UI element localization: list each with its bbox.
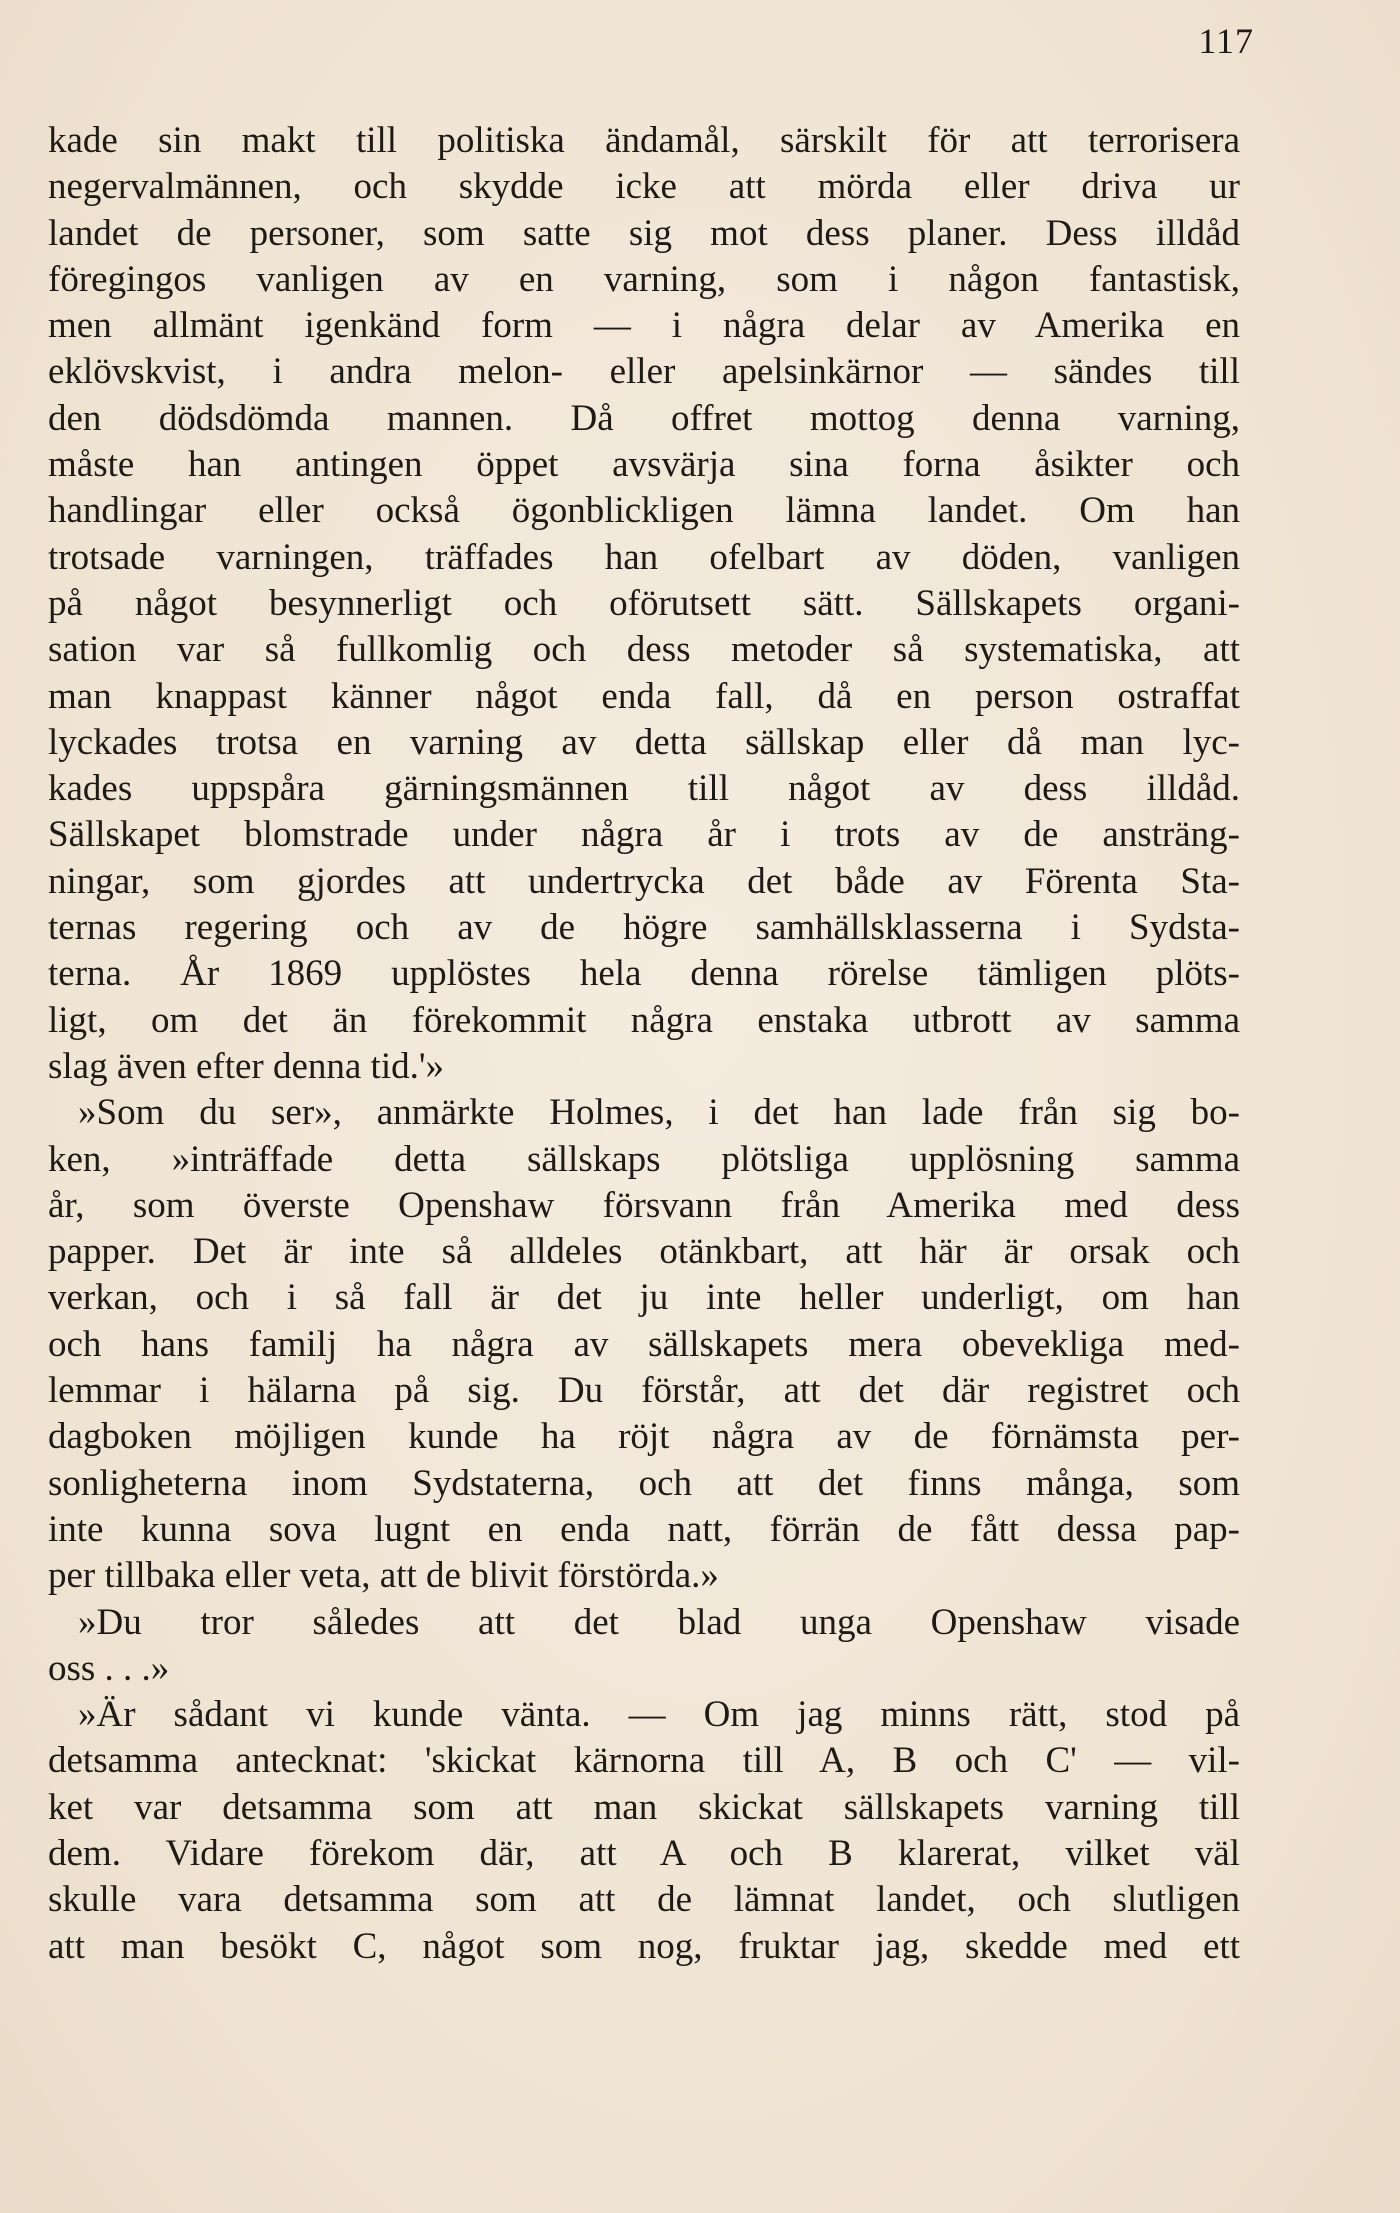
text-line: ligt, om det än förekommit några enstaka utbrott av samma [48,999,1240,1041]
text-line: ternas regering och av de högre samhällsklasserna i Sydsta- [48,907,1240,949]
text-line: eklövskvist, i andra melon- eller apelsinkärnor — sändes till [48,351,1240,393]
text-line: föregingos vanligen av en varning, som i någon fantastisk, [48,258,1240,300]
text-line: landet de personer, som satte sig mot dess planer. Dess illdåd [48,212,1240,254]
text-line: negervalmännen, och skydde icke att mörda eller driva ur [48,166,1240,208]
text-line: »Som du ser», anmärkte Holmes, i det han lade från sig bo- [78,1092,1240,1134]
text-line: handlingar eller också ögonblickligen lämna landet. Om han [48,490,1240,532]
text-line: oss . . .» [48,1647,170,1689]
text-line: slag även efter denna tid.'» [48,1045,445,1087]
text-line: »Du tror således att det blad unga Openshaw visade [78,1601,1240,1643]
text-line: skulle vara detsamma som att de lämnat landet, och slutligen [48,1879,1240,1921]
text-line: och hans familj ha några av sällskapets mera obevekliga med- [48,1323,1240,1365]
page-number: 117 [1198,21,1254,61]
text-line: lemmar i hälarna på sig. Du förstår, att det där registret och [48,1370,1240,1412]
text-line: på något besynnerligt och oförutsett sätt. Sällskapets organi- [48,582,1240,624]
text-line: måste han antingen öppet avsvärja sina forna åsikter och [48,444,1240,486]
text-line: ket var detsamma som att man skickat sällskapets varning till [48,1786,1240,1828]
text-line: verkan, och i så fall är det ju inte heller underligt, om han [48,1277,1240,1319]
text-line: lyckades trotsa en varning av detta sällskap eller då man lyc- [48,721,1240,763]
text-line: terna. År 1869 upplöstes hela denna rörelse tämligen plöts- [48,953,1240,995]
text-line: den dödsdömda mannen. Då offret mottog denna varning, [48,397,1240,439]
text-line: detsamma antecknat: 'skickat kärnorna till A, B och C' — vil- [48,1740,1240,1782]
text-line: kade sin makt till politiska ändamål, särskilt för att terrorisera [48,120,1240,161]
text-line: inte kunna sova lugnt en enda natt, förrän de fått dessa pap- [48,1508,1240,1550]
text-line: Sällskapet blomstrade under några år i trots av de ansträng- [48,814,1240,856]
text-line: dagboken möjligen kunde ha röjt några av de förnämsta per- [48,1416,1240,1458]
text-line: ken, »inträffade detta sällskaps plötsliga upplösning samma [48,1138,1240,1180]
text-line: sonligheterna inom Sydstaterna, och att det finns många, som [48,1462,1240,1504]
text-line: kades uppspåra gärningsmännen till något av dess illdåd. [48,768,1240,810]
text-line: att man besökt C, något som nog, fruktar jag, skedde med ett [48,1925,1240,1967]
text-line: sation var så fullkomlig och dess metoder så systematiska, att [48,629,1240,671]
text-line: ningar, som gjordes att undertrycka det både av Förenta Sta- [48,860,1240,902]
text-line: år, som överste Openshaw försvann från Amerika med dess [48,1184,1240,1226]
text-line: man knappast känner något enda fall, då en person ostraffat [48,675,1240,717]
text-line: men allmänt igenkänd form — i några delar av Amerika en [48,305,1240,347]
text-line: dem. Vidare förekom där, att A och B klarerat, vilket väl [48,1832,1240,1874]
text-line: papper. Det är inte så alldeles otänkbart, att här är orsak och [48,1231,1240,1273]
body-text [48,118,1240,1970]
text-line: trotsade varningen, träffades han ofelbart av döden, vanligen [48,536,1240,578]
text-line: »Är sådant vi kunde vänta. — Om jag minns rätt, stod på [78,1694,1240,1736]
text-line: per tillbaka eller veta, att de blivit förstörda.» [48,1555,719,1597]
